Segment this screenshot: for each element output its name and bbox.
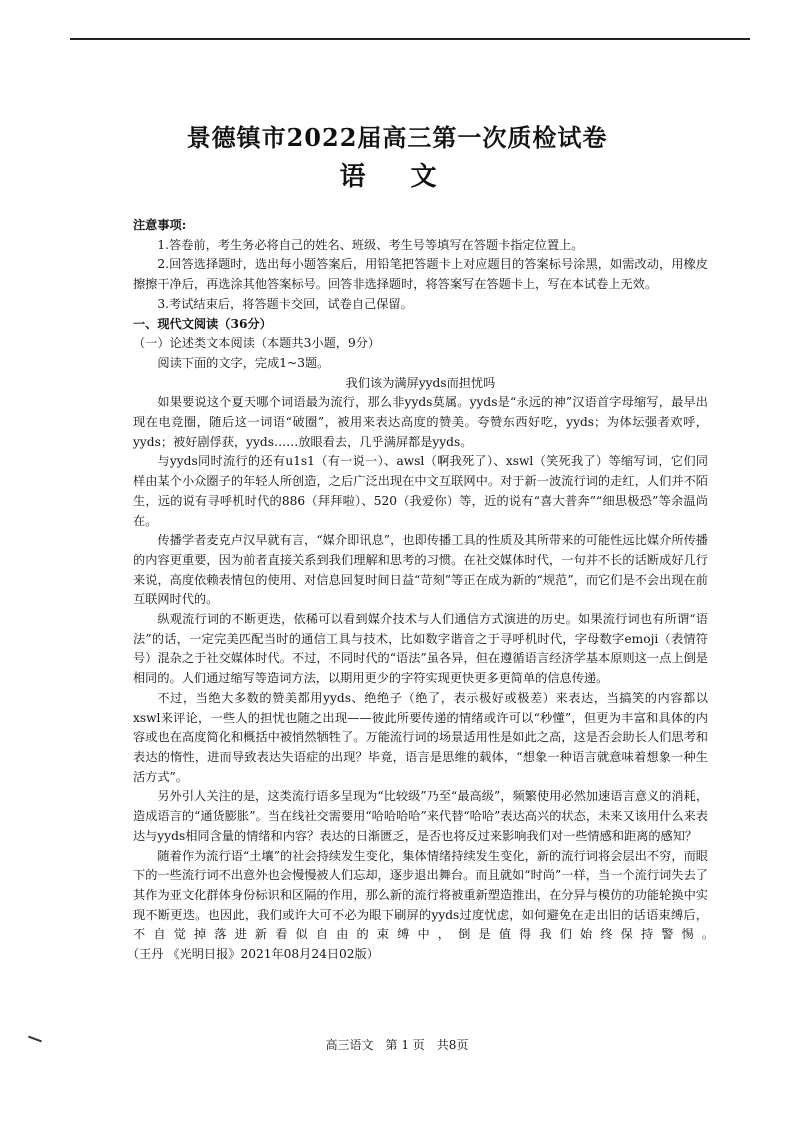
article-paragraph: 纵观流行词的不断更迭，依稀可以看到媒介技术与人们通信方式演进的历史。如果流行词也有所谓“语法”的话，一定完美匹配当时的通信工具与技术，比如数字谐音之于寻呼机时代，字母数字emoji（表情符号）混杂之于社交媒体时代。不过，不同时代的“语法”虽各异，但在遵循语言经济学基本原则这一点上倒是相同的。人们通过缩写等造词方法，以期用更少的字符实现更快更多更简单的信息传递。 <box>133 612 708 686</box>
notice-item-1: 1.答卷前，考生务必将自己的姓名、班级、考生号等填写在答题卡指定位置上。 <box>157 237 584 252</box>
article-title: 我们该为满屏yyds而担忧吗 <box>345 375 496 390</box>
notice-heading: 注意事项: <box>133 218 187 232</box>
scan-edge-line <box>70 38 750 40</box>
article-paragraph: 与yyds同时流行的还有u1s1（有一说一）、awsl（啊我死了）、xswl（笑死我了）等缩写词，它们同样由某个小众圈子的年轻人所创造，之后广泛出现在中文互联网中。对于新一波流行词的走红，人们并不陌生，远的说有寻呼机时代的886（拜拜啦）、520（我爱你）等，近的说有“喜大普奔”“细思极恐”等余温尚在。 <box>133 454 708 528</box>
subsection-heading: （一）论述类文本阅读（本题共3小题，9分） <box>133 336 381 351</box>
notice-item-3: 3.考试结束后，将答题卡交回，试卷自己保留。 <box>157 296 413 311</box>
article-source: （王丹 《光明日报》2021年08月24日02版） <box>133 947 379 962</box>
reading-instruction: 阅读下面的文字，完成1~3题。 <box>157 355 330 370</box>
page-footer: 高三语文 第 1 页 共8页 <box>325 1038 469 1052</box>
article-paragraph: 如果要说这个夏天哪个词语最为流行，那么非yyds莫属。yyds是“永远的神”汉语首字母缩写，最早出现在电竞圈，随后这一词语“破圈”，被用来表达高度的赞美。夸赞东西好吃，yyds；为体坛强者欢呼，yyds；被好剧俘获，yyds……放眼看去，几乎满屏都是yyds。 <box>133 395 708 449</box>
article-paragraph: 另外引人关注的是，这类流行语多呈现为“比较级”乃至“最高级”，频繁使用必然加速语言意义的消耗，造成语言的“通货膨胀”。当在线社交需要用“哈哈哈哈”来代替“哈哈”表达高兴的状态，未来又该用什么来表达与yyds相同含量的情绪和内容？表达的日渐匮乏，是否也将反过来影响我们对一些情感和距离的感知？ <box>133 789 708 843</box>
article-paragraph-text: 随着作为流行语“土壤”的社会持续发生变化，集体情绪持续发生变化，新的流行词将会层出不穷，而眼下的一些流行词不出意外也会慢慢被人们忘却，逐步退出舞台。而且就如“时尚”一样，当一个流行词失去了其作为亚文化群体身份标识和区隔的作用，那么新的流行将被重新塑造推出，在分异与模仿的功能轮换中实现不断更迭。也因此，我们或许大可不必为眼下刷屏的yyds过度忧虑，如何避免在走出旧的话语束缚后，不自觉掉落进新看似自由的束缚中，倒是值得我们始终保持警惕。 <box>133 848 708 942</box>
article-paragraph-last <box>133 847 708 965</box>
notice-item-2: 2.回答选择题时，选出每小题答案后，用铅笔把答题卡上对应题目的答案标号涂黑，如需改动，用橡皮擦擦干净后，再选涂其他答案标号。回答非选择题时，将答案写在答题卡上，写在本试卷上无效。 <box>133 257 708 292</box>
exam-title: 景德镇市2022届高三第一次质检试卷 <box>186 123 608 152</box>
page-content <box>133 216 708 965</box>
article-paragraph: 传播学者麦克卢汉早就有言，“媒介即讯息”，也即传播工具的性质及其所带来的可能性远比媒介所传播的内容更重要，因为前者直接关系到我们理解和思考的习惯。在社交媒体时代，一句并不长的话断成好几行来说，高度依赖表情包的使用、对信息回复时间日益“苛刻”等正在成为新的“规范”，而它们是不会出现在前互联网时代的。 <box>133 533 708 607</box>
section-heading: 一、现代文阅读（36分） <box>133 316 272 331</box>
exam-subject: 语 文 <box>339 162 455 192</box>
article-paragraph: 不过，当绝大多数的赞美都用yyds、绝绝子（绝了，表示极好或极差）来表达，当搞笑的内容都以xswl来评论，一些人的担忧也随之出现——彼此所要传递的情绪或许可以“秒懂”，但更为丰富和具体的内容或也在高度简化和概括中被悄然牺牲了。万能流行词的场景适用性是如此之高，这是否会助长人们思考和表达的惰性，进而导致表达失语症的出现？毕竟，语言是思维的载体，“想象一种语言就意味着想象一种生活方式”。 <box>133 690 708 784</box>
